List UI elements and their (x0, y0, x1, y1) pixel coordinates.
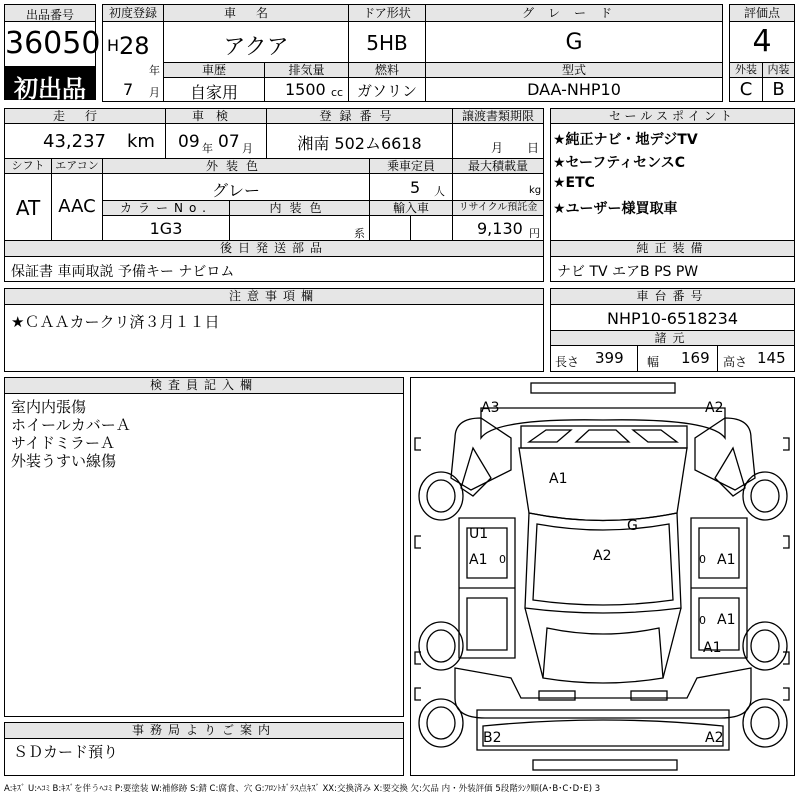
capacity-cell (369, 173, 453, 201)
transfer-cell (452, 123, 544, 159)
sales-point-2: ★セーフティセンスC (553, 155, 686, 171)
load-label: 最大積載量 (452, 158, 544, 174)
sales-points-cell (550, 123, 795, 241)
capacity: 5 (410, 178, 421, 197)
specs-label: 諸元 (550, 330, 795, 346)
chassis: NHP10-6518234 (606, 309, 739, 328)
import-cell (369, 215, 453, 241)
interior-cell (762, 77, 795, 102)
lot-number-label-cell (4, 4, 96, 22)
mark-u1: U1 (469, 526, 489, 542)
equipment-label: 純正装備 (550, 240, 795, 257)
displacement-unit: cc (331, 86, 344, 99)
era: H (107, 36, 120, 55)
interior: B (772, 79, 785, 100)
later-parts-label: 後日発送部品 (4, 240, 544, 257)
sales-point-4: ★ユーザー様買取車 (553, 201, 678, 217)
width: 169 (681, 349, 710, 367)
inspector-line-4: 外装うすい線傷 (11, 452, 117, 470)
first-listing-badge (4, 66, 96, 103)
inspection-year-unit: 年 (202, 142, 213, 155)
car-name-label: 車名 (163, 4, 349, 22)
color-no: 1G3 (149, 219, 183, 238)
model-cell (425, 77, 723, 102)
fuel: ガソリン (356, 82, 417, 100)
color-no-cell (102, 215, 230, 241)
capacity-label: 乗車定員 (369, 158, 453, 174)
load-cell (452, 173, 544, 201)
grade-cell (425, 21, 723, 63)
inspection-label: 車検 (165, 108, 267, 124)
door: 5HB (366, 31, 408, 55)
door-cell (348, 21, 426, 63)
exterior-cell (729, 77, 763, 102)
chassis-label: 車台番号 (550, 288, 795, 305)
displacement-cell (264, 77, 349, 102)
lot-number-cell (4, 21, 101, 67)
mark-left-a1: A1 (469, 552, 488, 568)
ac: AAC (58, 196, 96, 217)
car-name-cell (163, 21, 349, 63)
import-label: 輸入車 (369, 200, 453, 216)
mark-right-zero-2: 0 (699, 614, 706, 627)
shift: AT (15, 196, 41, 220)
interior-label: 内装 (762, 62, 795, 78)
grade: G (565, 30, 583, 55)
reg-no: 湘南 502ム6618 (297, 134, 422, 153)
reg-no-label: 登録番号 (266, 108, 453, 124)
inspector-line-3: サイドミラーＡ (11, 434, 115, 452)
color-no-label: カラーNo. (102, 200, 230, 216)
displacement: 1500 (285, 80, 326, 99)
width-label: 幅 (647, 355, 660, 369)
mileage-unit: km (127, 131, 155, 152)
recycle-label: リサイクル預託金 (452, 200, 544, 216)
year-unit: 年 (149, 64, 160, 77)
office: ＳＤカード預り (13, 743, 119, 761)
model: DAA-NHP10 (527, 80, 621, 99)
exterior: C (739, 79, 753, 100)
month: 7 (123, 80, 134, 99)
fuel-cell (348, 77, 426, 102)
mileage-cell (4, 123, 166, 159)
sales-points-label: セールスポイント (550, 108, 795, 124)
mark-rear-left: B2 (483, 730, 502, 746)
inspection-cell (165, 123, 267, 159)
reg-no-cell (266, 123, 453, 159)
int-color-cell (229, 215, 370, 241)
inspection-month: 07 (218, 132, 240, 152)
displacement-label: 排気量 (264, 62, 349, 78)
car-name: アクア (223, 35, 289, 60)
history: 自家用 (189, 83, 238, 102)
inspection-year: 09 (178, 132, 200, 152)
height-label: 高さ (723, 355, 748, 369)
grade-label: グレード (425, 4, 723, 22)
inspector-label: 検査員記入欄 (4, 377, 404, 394)
specs-cell (550, 345, 795, 372)
notes-label: 注意事項欄 (4, 288, 544, 305)
shift-label: シフト (4, 158, 52, 174)
int-color-unit: 系 (354, 227, 365, 240)
chassis-cell (550, 304, 795, 331)
first-reg-cell (102, 21, 164, 102)
mark-rear-right: A2 (705, 730, 724, 746)
car-diagram-svg (411, 378, 794, 775)
notes: ★ＣＡＡカークリ済３月１１日 (11, 313, 220, 331)
ac-label: エアコン (51, 158, 103, 174)
length: 399 (595, 349, 624, 367)
capacity-unit: 人 (434, 185, 445, 198)
legend: A:ｷｽﾞ U:ﾍｺﾐ B:ｷｽﾞを伴うﾍｺﾐ P:要塗装 W:補修跡 S:錆 C:腐食、穴 G:ﾌﾛﾝﾄｶﾞﾗｽ点ｷｽﾞ XX:交換済み X:要交換 欠:欠品 内・外装評価 5段階ﾗﾝｸ順(A･B･C･D･E) 3 (4, 784, 601, 794)
height: 145 (757, 349, 786, 367)
later-parts: 保証書 車両取説 予備キー ナビロム (11, 264, 235, 280)
exterior-label: 外装 (729, 62, 763, 78)
notes-cell (4, 304, 544, 372)
inspector-line-1: 室内内張傷 (11, 398, 87, 416)
mark-front-right: A2 (705, 400, 724, 416)
mileage-label: 走行 (4, 108, 166, 124)
inspector-line-2: ホイールカバーＡ (11, 416, 131, 434)
equipment-cell (550, 256, 795, 282)
equipment: ナビ TV エアB PS PW (557, 264, 699, 280)
mark-front-left: A3 (481, 400, 500, 416)
first-reg-label: 初度登録 (102, 4, 164, 22)
lot-number-label: 出品番号 (25, 8, 74, 22)
sales-point-1: ★純正ナビ・地デジTV (553, 132, 698, 148)
score-label: 評価点 (729, 4, 795, 22)
mark-roof-g: G (627, 518, 638, 534)
mileage: 43,237 (43, 131, 106, 152)
transfer-month: 月 (491, 141, 504, 155)
office-label: 事務局よりご案内 (4, 722, 404, 739)
transfer-label: 譲渡書類期限 (452, 108, 544, 124)
recycle-cell (452, 215, 544, 241)
mark-roof-a2: A2 (593, 548, 612, 564)
score-cell (729, 21, 795, 63)
length-label: 長さ (555, 355, 580, 369)
first-listing-text: 初出品 (14, 75, 86, 103)
office-cell (4, 738, 404, 776)
recycle: 9,130 (477, 219, 523, 238)
color: グレー (211, 181, 260, 200)
inspector-cell (4, 393, 404, 717)
model-label: 型式 (425, 62, 723, 78)
recycle-unit: 円 (529, 227, 540, 240)
mark-hood: A1 (549, 471, 568, 487)
lot-number: 36050 (5, 26, 101, 61)
later-parts-cell (4, 256, 544, 282)
year: 28 (119, 32, 150, 60)
mark-right-a1-3: A1 (703, 640, 722, 656)
month-unit: 月 (149, 86, 160, 99)
history-label: 車歴 (163, 62, 265, 78)
transfer-day: 日 (527, 141, 540, 155)
door-label: ドア形状 (348, 4, 426, 22)
color-cell (102, 173, 370, 201)
mark-right-zero: 0 (699, 553, 706, 566)
shift-cell (4, 173, 52, 241)
int-color-label: 内装色 (229, 200, 370, 216)
score: 4 (752, 24, 772, 59)
car-diagram (410, 377, 795, 776)
inspection-month-unit: 月 (242, 142, 253, 155)
mark-right-a1-2: A1 (717, 612, 736, 628)
history-cell (163, 77, 265, 102)
load-unit: kg (529, 185, 542, 196)
color-label: 外装色 (102, 158, 370, 174)
ac-cell (51, 173, 103, 241)
fuel-label: 燃料 (348, 62, 426, 78)
sales-point-3: ★ETC (553, 175, 595, 191)
mark-right-a1-1: A1 (717, 552, 736, 568)
mark-left-zero: 0 (499, 553, 506, 566)
